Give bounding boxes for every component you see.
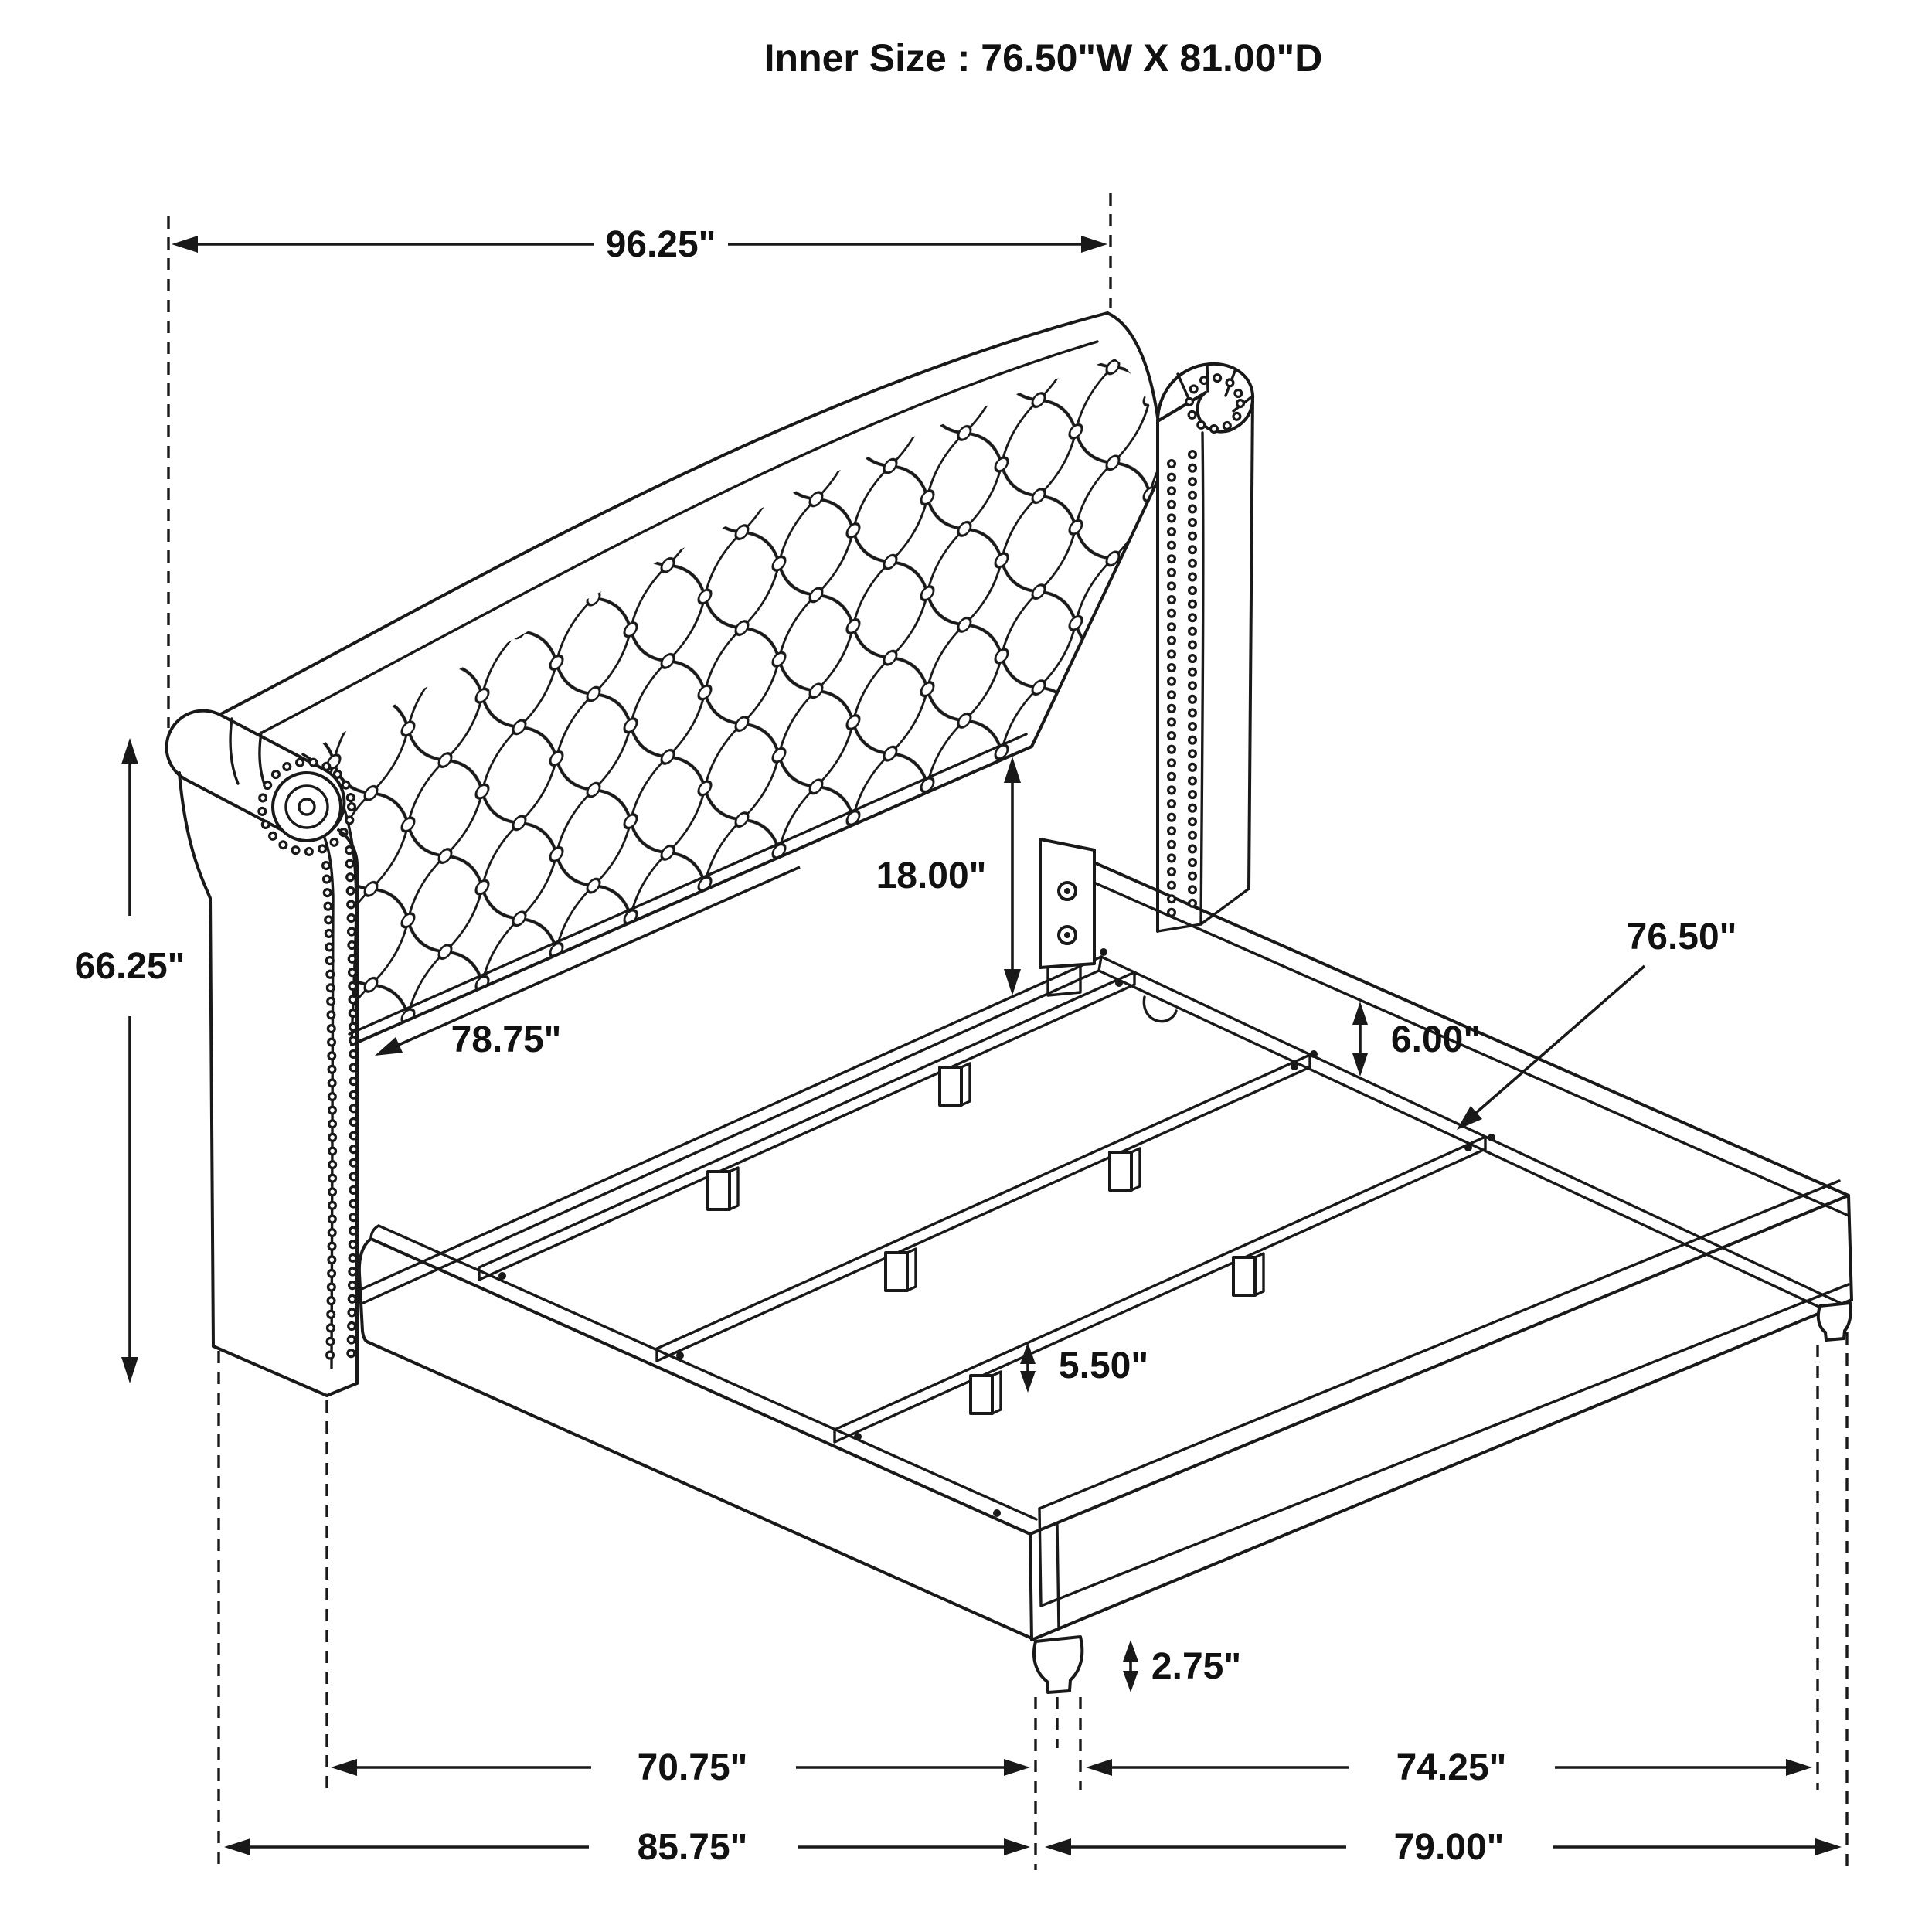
bed-platform-frame xyxy=(359,839,1852,1692)
scroll-spiral xyxy=(273,773,341,841)
support-slats xyxy=(479,972,1485,1442)
dimension-label-panel-height: 18.00" xyxy=(876,855,987,896)
pillar-bottom-edge xyxy=(213,1346,357,1396)
slat-leg xyxy=(886,1249,916,1291)
left-side-rail xyxy=(359,1226,1036,1638)
support-slat xyxy=(657,1055,1310,1361)
dim-base-left-span xyxy=(224,1827,1030,1868)
dim-front-left-span xyxy=(331,1747,1030,1788)
dim-foot-height xyxy=(1123,1640,1241,1692)
dim-front-right-span xyxy=(1086,1747,1812,1788)
dimension-label-rail-drop: 6.00" xyxy=(1390,1019,1481,1060)
dim-base-right-span xyxy=(1045,1827,1842,1868)
dimension-label-base-right-span: 79.00" xyxy=(1393,1827,1505,1868)
pillar-left-edge xyxy=(179,773,213,1346)
slat-support-ledge xyxy=(1099,957,1850,1320)
right-wing-post xyxy=(1158,364,1253,931)
dimension-label-slat-length: 76.50" xyxy=(1626,917,1737,957)
dimension-label-foot-height: 2.75" xyxy=(1151,1646,1242,1687)
left-scroll-arm xyxy=(167,711,357,1396)
dimension-label-headboard-width: 78.75" xyxy=(451,1019,562,1060)
dimension-label-base-left-span: 85.75" xyxy=(637,1827,748,1868)
slat-leg xyxy=(1110,1148,1140,1190)
diagram-title: Inner Size : 76.50"W X 81.00"D xyxy=(764,36,1323,80)
wing-right-edge xyxy=(1249,396,1253,889)
slat-leg xyxy=(708,1168,738,1209)
right-corner-foot xyxy=(1818,1303,1851,1340)
dim-slat-length xyxy=(1457,917,1736,1130)
dimension-label-slat-height: 5.50" xyxy=(1058,1345,1149,1386)
dimension-label-overall-width: 96.25" xyxy=(605,224,716,265)
support-slat xyxy=(835,1137,1485,1442)
dim-rail-to-slat-drop xyxy=(1352,1002,1481,1077)
headboard-cleat xyxy=(362,948,1107,1303)
dim-overall-width xyxy=(172,224,1107,265)
dimension-label-overall-height: 66.25" xyxy=(74,946,185,987)
dimension-label-front-right-span: 74.25" xyxy=(1396,1747,1507,1788)
front-bun-foot xyxy=(1034,1637,1082,1692)
slat-leg xyxy=(1233,1253,1264,1295)
slat-leg xyxy=(971,1372,1001,1413)
dimension-label-front-left-span: 70.75" xyxy=(637,1747,748,1788)
slat-leg xyxy=(940,1063,970,1105)
dim-overall-height xyxy=(75,738,185,1383)
support-slat xyxy=(479,972,1134,1280)
